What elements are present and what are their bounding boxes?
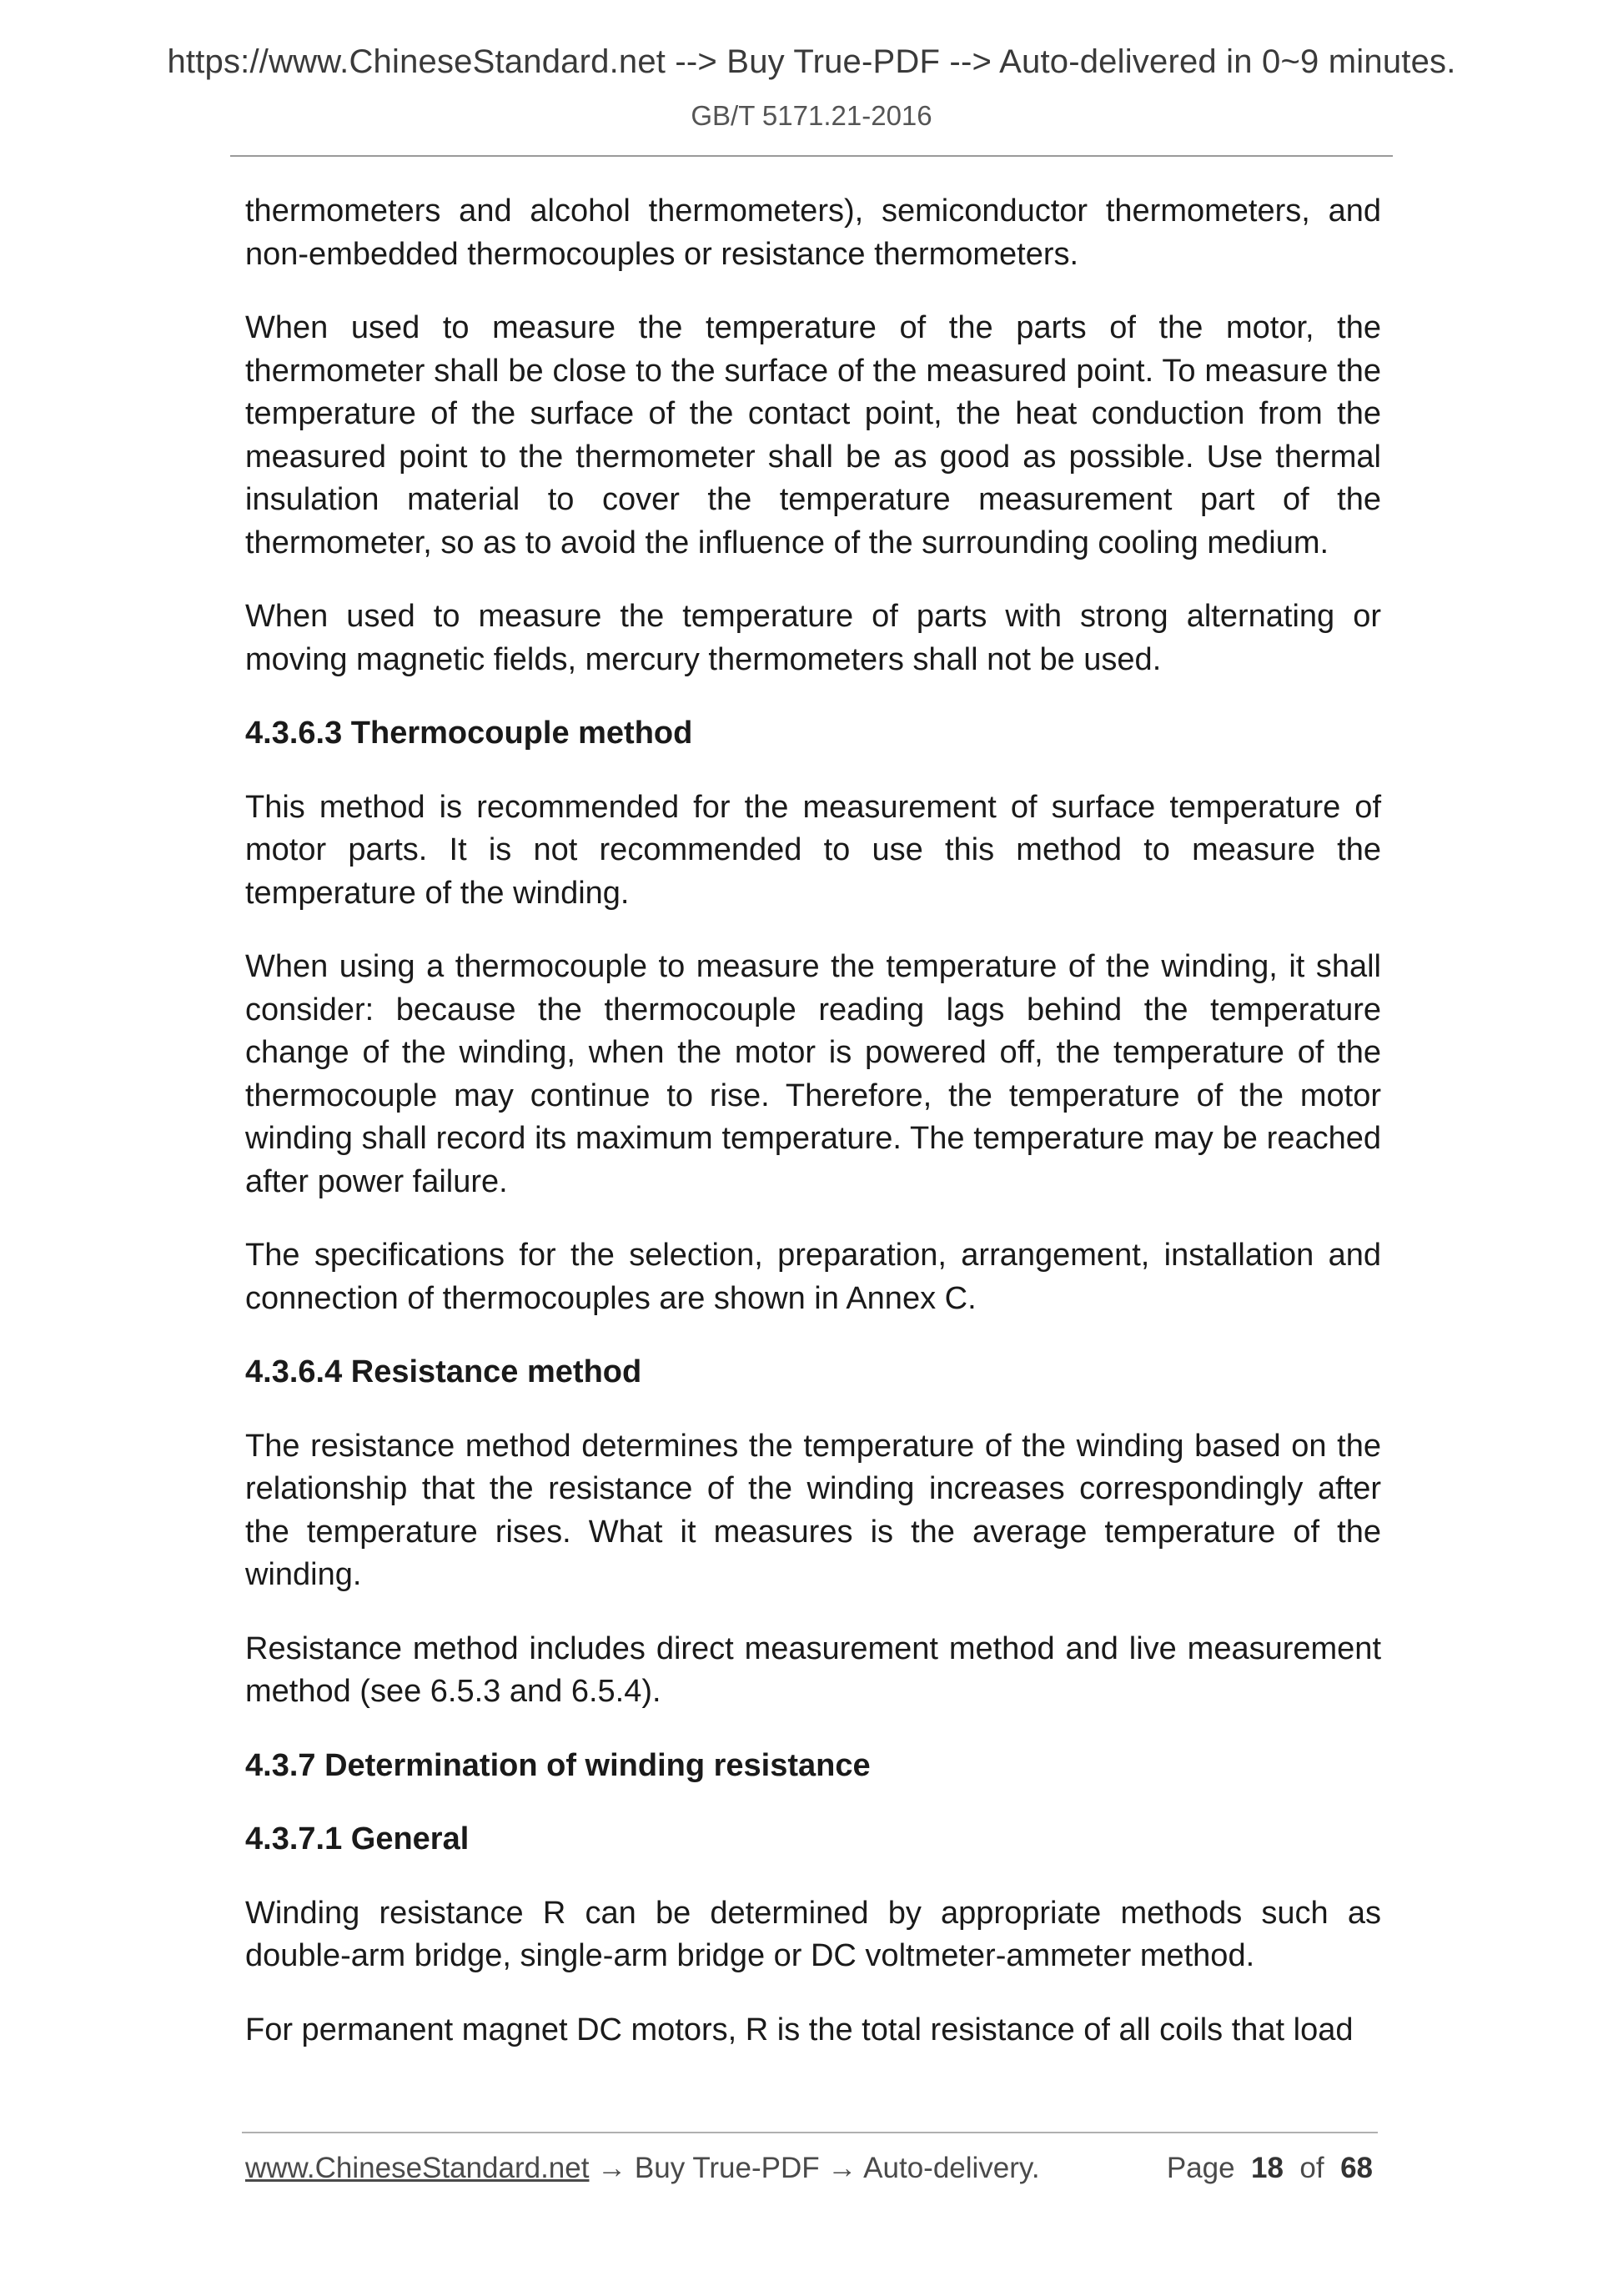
body-paragraph: The resistance method determines the temperature of the winding based on the relationship that the resistance of the winding increases correspondingly after the temperature rises. What it measures is the average temperature of the winding.: [245, 1428, 1381, 1592]
body-paragraph: The specifications for the selection, preparation, arrangement, installation and connection of thermocouples are shown in Annex C.: [245, 1238, 1381, 1316]
standard-code: GB/T 5171.21-2016: [691, 100, 932, 131]
footer-tagline: → Buy True-PDF → Auto-delivery.: [589, 2152, 1040, 2184]
section-heading-4-3-6-4: 4.3.6.4 Resistance method: [245, 1354, 642, 1389]
body-paragraph: thermometers and alcohol thermometers), semiconductor thermometers, and non-embedded thermocouples or resistance thermometers.: [245, 193, 1381, 272]
page-label: Page: [1166, 2152, 1235, 2184]
of-label: of: [1299, 2152, 1324, 2184]
footer-left: [245, 2152, 1040, 2185]
page-indicator: [1167, 2152, 1373, 2185]
body-paragraph: When used to measure the temperature of parts with strong alternating or moving magnetic fields, mercury thermometers shall not be used.: [245, 599, 1381, 677]
document-body: [245, 190, 1381, 2082]
body-paragraph: Winding resistance R can be determined by appropriate methods such as double-arm bridge, single-arm bridge or DC voltmeter-ammeter method.: [245, 1895, 1381, 1973]
section-heading-4-3-7: 4.3.7 Determination of winding resistance: [245, 1747, 871, 1783]
body-paragraph: When using a thermocouple to measure the temperature of the winding, it shall consider: because the thermocouple reading lags behind the temperature change of the winding, when the motor is powered off, the temperature of the thermocouple may continue to rise. Therefore, the temperature of the motor winding shall record its maximum temperature. The temperature may be reached after power failure.: [245, 949, 1381, 1199]
body-paragraph: This method is recommended for the measurement of surface temperature of motor parts. It is not recommended to use this method to measure the temperature of the winding.: [245, 789, 1381, 911]
body-paragraph: For permanent magnet DC motors, R is the total resistance of all coils that load: [245, 2012, 1354, 2047]
footer-divider: [242, 2132, 1378, 2133]
body-paragraph: When used to measure the temperature of the parts of the motor, the thermometer shall be close to the surface of the measured point. To measure the temperature of the surface of the contact point, the heat conduction from the measured point to the thermometer shall be as good as possible. Use thermal insulation material to cover the temperature measurement part of the thermometer, so as to avoid the influence of the surrounding cooling medium.: [245, 310, 1381, 560]
body-paragraph: Resistance method includes direct measurement method and live measurement method (see 6.5.3 and 6.5.4).: [245, 1630, 1381, 1709]
total-pages: 68: [1340, 2152, 1373, 2184]
site-link[interactable]: www.ChineseStandard.net: [245, 2152, 590, 2184]
section-heading-4-3-7-1: 4.3.7.1 General: [245, 1821, 470, 1856]
header-divider: [230, 155, 1393, 157]
section-heading-4-3-6-3: 4.3.6.3 Thermocouple method: [245, 716, 693, 751]
page-number: 18: [1251, 2152, 1284, 2184]
source-banner: https://www.ChineseStandard.net --> Buy True-PDF --> Auto-delivered in 0~9 minutes.: [167, 43, 1456, 80]
